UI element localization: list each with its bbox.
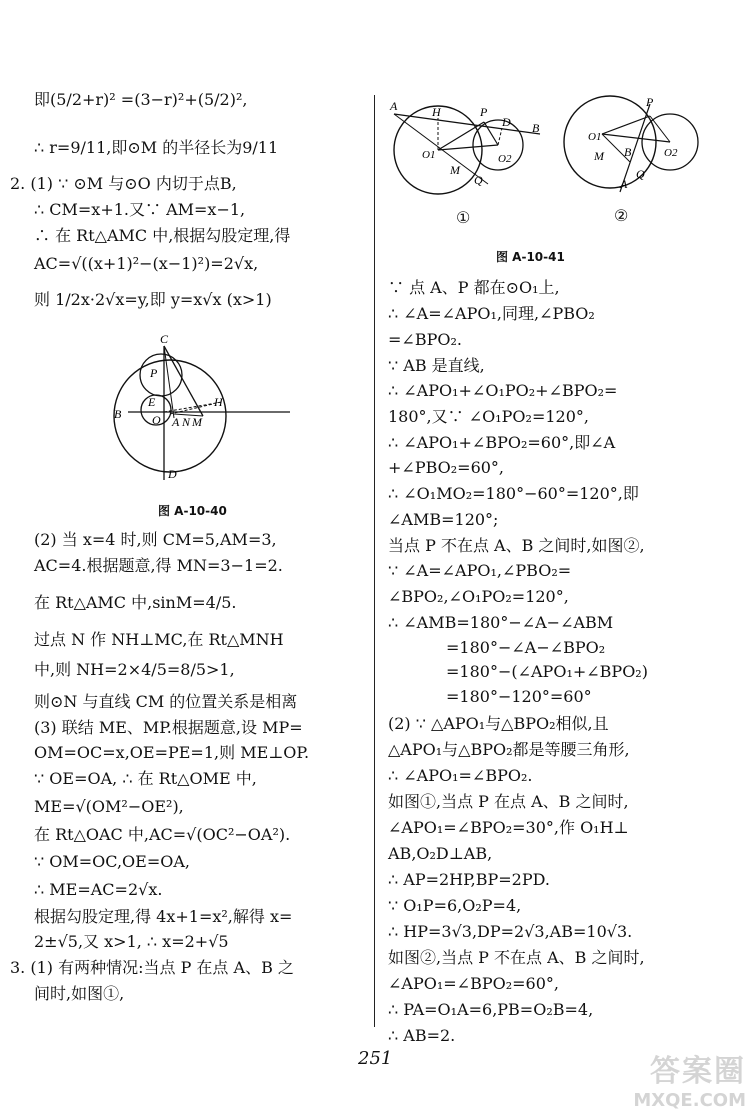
text-line: ∵ 点 A、P 都在⊙O₁上, [388, 278, 560, 297]
text-line: +∠PBO₂=60°, [388, 458, 505, 477]
text-line: △APO₁与△BPO₂都是等腰三角形, [388, 740, 630, 759]
text-line: ∴ CM=x+1.又∵ AM=x−1, [34, 200, 246, 219]
fig-label-c: C [160, 332, 169, 346]
fig1-label-b: B [532, 121, 540, 135]
text-line: 180°,又∵ ∠O₁PO₂=120°, [388, 407, 589, 426]
text-line: 根据勾股定理,得 4x+1=x²,解得 x= [34, 907, 293, 926]
question-3-line: 3. (1) 有两种情况:当点 P 在点 A、B 之 [10, 958, 294, 977]
text-line: ∵ ∠A=∠APO₁,∠PBO₂= [388, 561, 572, 580]
column-divider [374, 95, 375, 1027]
fig2-label-a: A [620, 177, 628, 191]
text-line: ∴ ∠APO₁=∠BPO₂. [388, 766, 533, 785]
fig1-label-q: Q [474, 173, 483, 187]
text-line: ∴ ∠APO₁+∠BPO₂=60°,即∠A [388, 433, 616, 452]
text-line: ∴ AP=2HP,BP=2PD. [388, 870, 550, 889]
text-line: ∴ ∠AMB=180°−∠A−∠ABM [388, 613, 614, 632]
fig1-label-o2: O2 [498, 153, 512, 165]
text-line: ∴ HP=3√3,DP=2√3,AB=10√3. [388, 922, 633, 941]
text-line: 过点 N 作 NH⊥MC,在 Rt△MNH [34, 630, 284, 649]
text-line: AC=√((x+1)²−(x−1)²)=2√x, [34, 254, 259, 273]
fig-label-b: B [114, 407, 122, 421]
text-line: 如图①,当点 P 在点 A、B 之间时, [388, 792, 629, 811]
fig2-label-q: Q [636, 167, 645, 181]
fig-label-o: O [152, 413, 161, 427]
text-line: (2) ∵ △APO₁与△BPO₂相似,且 [388, 714, 609, 733]
page-number: 251 [358, 1048, 393, 1069]
text-line: =180°−(∠APO₁+∠BPO₂) [446, 662, 648, 681]
question-2-line: 2. (1) ∵ ⊙M 与⊙O 内切于点B, [10, 174, 237, 193]
fig1-label-a: A [390, 99, 398, 113]
text-line: 在 Rt△AMC 中,sinM=4/5. [34, 593, 237, 612]
text-line: =∠BPO₂. [388, 330, 462, 349]
fig1-label-h: H [432, 105, 441, 119]
fig2-label-m: M [594, 149, 604, 163]
fig-label-e: E [148, 395, 156, 409]
sub-figure-label-2: ② [614, 206, 629, 225]
fig-label-h: H [214, 395, 223, 409]
figure-caption: 图 A-10-41 [496, 250, 565, 264]
fig-label-d: D [168, 467, 177, 481]
fig2-label-b: B [624, 145, 632, 159]
text-line: ME=√(OM²−OE²), [34, 797, 184, 816]
text-line: 当点 P 不在点 A、B 之间时,如图②, [388, 536, 645, 555]
text-line: 则 1/2x·2√x=y,即 y=x√x (x>1) [34, 290, 272, 309]
figure-a-10-41-1 [388, 88, 548, 214]
text-line: 2±√5,又 x>1, ∴ x=2+√5 [34, 932, 229, 951]
text-line: 如图②,当点 P 不在点 A、B 之间时, [388, 948, 645, 967]
fig-label-p: P [150, 366, 158, 380]
fig-label-m: M [192, 415, 202, 429]
fig2-label-p: P [646, 95, 654, 109]
figure-a-10-41-2 [554, 92, 704, 204]
text-line: ∴ ME=AC=2√x. [34, 880, 163, 899]
text-line: ∴ AB=2. [388, 1026, 456, 1045]
fig2-label-o1: O1 [588, 131, 602, 143]
fig-label-a: A [172, 415, 180, 429]
text-line: ∴ ∠A=∠APO₁,同理,∠PBO₂ [388, 304, 595, 323]
text-line: (3) 联结 ME、MP.根据题意,设 MP= [34, 718, 303, 737]
text-line: =180°−∠A−∠BPO₂ [446, 638, 606, 657]
text-line: AC=4.根据题意,得 MN=3−1=2. [34, 556, 283, 575]
text-line: ∠AMB=120°; [388, 510, 499, 529]
text-line: ∵ AB 是直线, [388, 356, 485, 375]
text-line: ∠BPO₂,∠O₁PO₂=120°, [388, 587, 569, 606]
text-line: ∵ O₁P=6,O₂P=4, [388, 896, 522, 915]
text-line: =180°−120°=60° [446, 687, 592, 706]
text-line: ∴ 在 Rt△AMC 中,根据勾股定理,得 [34, 226, 291, 245]
text-line: OM=OC=x,OE=PE=1,则 ME⊥OP. [34, 743, 310, 762]
watermark [633, 1046, 746, 1111]
fig-label-n: N [182, 415, 191, 429]
text-line: 中,则 NH=2×4/5=8/5>1, [34, 660, 235, 679]
fig1-label-o1: O1 [422, 149, 436, 161]
fig1-label-p: P [480, 105, 488, 119]
text-line: AB,O₂D⊥AB, [388, 844, 493, 863]
fig2-label-o2: O2 [664, 147, 678, 159]
text-line: 即(5/2+r)² =(3−r)²+(5/2)², [34, 90, 248, 109]
text-line: (2) 当 x=4 时,则 CM=5,AM=3, [34, 530, 277, 549]
figure-caption: 图 A-10-40 [158, 504, 227, 518]
text-line: ∴ ∠APO₁+∠O₁PO₂+∠BPO₂= [388, 381, 618, 400]
text-line: ∴ r=9/11,即⊙M 的半径长为9/11 [34, 138, 279, 157]
text-line: 则⊙N 与直线 CM 的位置关系是相离 [34, 692, 298, 711]
fig1-label-m: M [450, 163, 460, 177]
fig1-label-d: D [502, 115, 511, 129]
watermark-logo-text: 答案圈 [650, 1054, 746, 1089]
text-line: ∵ OE=OA, ∴ 在 Rt△OME 中, [34, 769, 257, 788]
sub-figure-label-1: ① [456, 208, 471, 227]
text-line: ∠APO₁=∠BPO₂=60°, [388, 974, 559, 993]
figure-a-10-40 [110, 332, 330, 492]
text-line: ∴ PA=O₁A=6,PB=O₂B=4, [388, 1000, 594, 1019]
watermark-url: MXQE.COM [633, 1090, 746, 1111]
text-line: ∵ OM=OC,OE=OA, [34, 852, 191, 871]
text-line: ∠APO₁=∠BPO₂=30°,作 O₁H⊥ [388, 818, 629, 837]
text-line: 在 Rt△OAC 中,AC=√(OC²−OA²). [34, 825, 291, 844]
text-line: ∴ ∠O₁MO₂=180°−60°=120°,即 [388, 484, 639, 503]
text-line: 间时,如图①, [34, 984, 125, 1003]
